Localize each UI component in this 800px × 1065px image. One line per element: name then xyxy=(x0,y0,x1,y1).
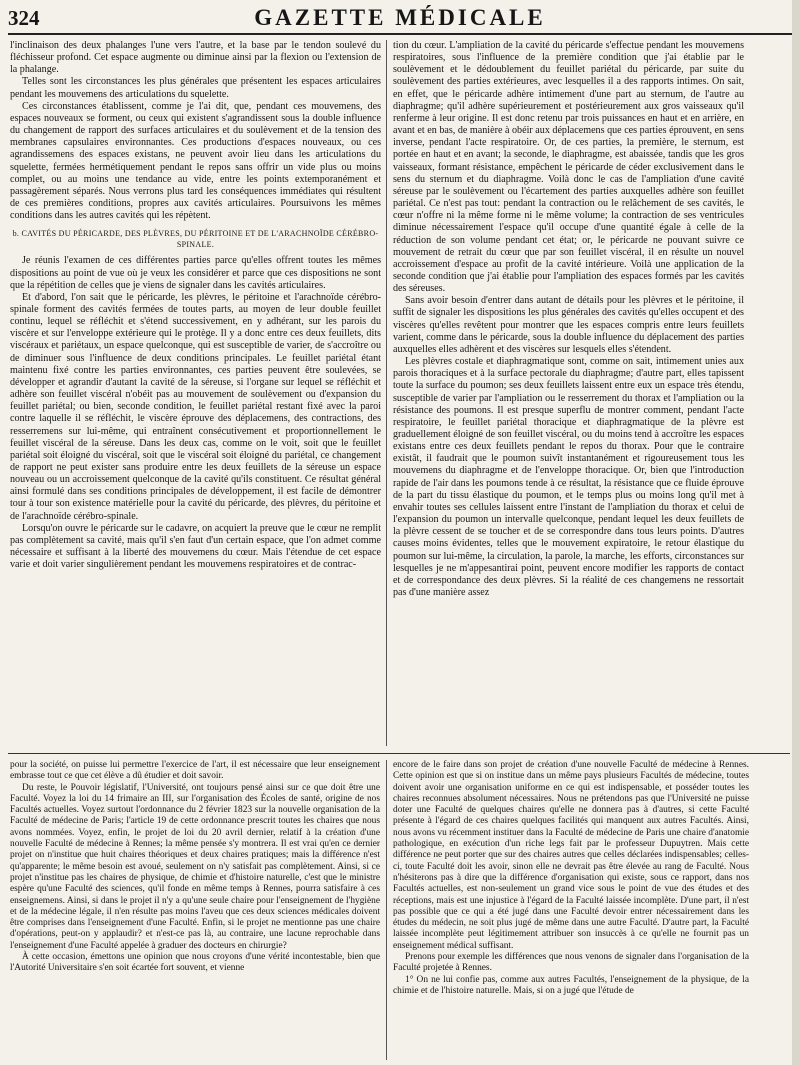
paragraph: Je réunis l'examen de ces différentes parties parce qu'elles offrent toutes les mêmes dispositions au point de vue où je veux les considérer et parce que ces dispositions ne sont que la répétition de celles que je viens de signaler dans les cavités articulaires. xyxy=(10,255,381,291)
paragraph: Sans avoir besoin d'entrer dans autant de détails pour les plèvres et le péritoine, il suffit de signaler les dispositions les plus générales des cavités qu'elles occupent et des viscères qu'elles revêtent pour montrer que les espaces compris entre leurs feuillets varient, comme dans le péricarde, sous la double influence du déplacement des parties auxquelles elles adhèrent et des viscères sur lesquels elles s'étendent. xyxy=(393,295,744,355)
paragraph: encore de le faire dans son projet de création d'une nouvelle Faculté de médecine à Rennes. Cette opinion est que si on institue dans un même pays plusieurs Facultés de médecine, toutes doivent avoir une organisation uniforme en ce qui est indispensable, et posséder toutes les chaires reconnues absolument nécessaires. Nous ne prétendons pas que l'Université ne puisse doter une Faculté de quelques chaires qu'elle ne donnera pas à d'autres, si cette Faculté présente à l'égard de ces chaires quelques facilités qui manquent aux autres Facultés. Ainsi, nous avons vu récemment instituer dans la Faculté de médecine de Paris une chaire d'anatomie pathologique, en exécution d'un riche legs fait par le professeur Dupuytren. Mais cette différence ne peut porter que sur des chaires autres que celles déclarées indispensables; celles-ci, toute Faculté doit les avoir, sinon elle ne devrait pas être élevée au rang de Faculté. Nous n'hésiterons pas à dire que la différence d'organisation qui existe, sous ce rapport, dans nos Facultés actuelles, est non-seulement un grand vice sous le point de vue des études et des réceptions, mais est une injustice à l'égard de la Faculté laissée incomplète. D'une part, il n'est pas possible que ce qui a été jugé dans une Faculté devoir entrer nécessairement dans les études du médecin, ne soit plus jugé de même dans une autre Faculté. D'autre part, la Faculté laissée incomplète peut légitimement attribuer son insuccès à ce qu'elle ne fournit pas un enseignement médical suffisant. xyxy=(393,760,749,951)
paragraph: l'inclinaison des deux phalanges l'une vers l'autre, et la base par le tendon soulevé du fléchisseur profond. Cet espace augmente ou diminue ainsi par la flexion ou l'extension de la phalange. xyxy=(10,40,381,76)
paragraph: Telles sont les circonstances les plus générales que présentent les espaces articulaires pendant les mouvemens des articulations du squelette. xyxy=(10,76,381,100)
page-edge xyxy=(792,0,800,1065)
paragraph: Ces circonstances établissent, comme je l'ai dit, que, pendant ces mouvemens, des espaces nouveaux se forment, ou ceux qui existent s'agrandissent sous la double influence du changement de rapport des surfaces articulaires et du soulèvement et de la tension des membranes capsulaires environnantes. Ces productions d'espaces nouveaux, ou ces agrandissemens des espaces existans, ne peuvent avoir lieu dans les articulations du squelette, fermées hermétiquement pendant le repos sans offrir un vide plus ou moins complet, ou au moins une tendance au vide, entre les points extemporanément et passagèrement séparés. Nous verrons plus tard les conséquences immédiates qui résultent de ces premières conditions, propres aux cavités articulaires. Poursuivons les mêmes conditions dans les autres cavités qui les répètent. xyxy=(10,100,381,222)
header-rule xyxy=(8,33,794,35)
paragraph: Et d'abord, l'on sait que le péricarde, les plèvres, le péritoine et l'arachnoïde cérébro-spinale forment des cavités fermées de toutes parts, au moyen de leur double feuillet continu, lequel se réfléchit et s'étend successivement, en y adhérant, sur les parois du viscère et sur l'enveloppe extérieure qui le protège. Il y a donc entre ces deux feuillets, dits viscéraux et pariétaux, un espace quelconque, qui est susceptible de varier, de s'accroître ou de diminuer sous l'influence de deux conditions principales. Le feuillet pariétal étant maintenu fixé contre les parties environnantes, ces parties peuvent être soulevées, se développer et agrandir d'autant la cavité de la séreuse, si l'organe sur lequel se réfléchit et adhère son feuillet viscéral n'obéit pas au mouvement de soulèvement ou d'expansion du feuillet pariétal; ou bien, seconde condition, le feuillet pariétal restant fixé avec la paroi contre laquelle il se réfléchit, le viscère éprouve des déplacemens, des contractions, des resserremens sur lui-même, qui entraînent consécutivement et proportionnellement le feuillet viscéral de la séreuse. Dans les deux cas, comme on le voit, soit que le feuillet pariétal soit éloigné du viscéral, soit que le viscéral soit éloigné du pariétal, ce changement de rapport ne peut exister sans produire entre les deux feuillets de la séreuse un espace nouveau ou un accroissement quelconque de la cavité qu'ils constituent. Ce résultat général ainsi formulé dans ses conditions principales de développement, il est facile de démontrer tour à tour son existence matérielle pour la cavité du péricarde, des plèvres, du péritoine et de l'arachnoïde cérébro-spinale. xyxy=(10,291,381,522)
page-header xyxy=(0,0,800,36)
section-divider xyxy=(8,753,790,754)
journal-title: GAZETTE MÉDICALE xyxy=(254,5,546,30)
paragraph: Les plèvres costale et diaphragmatique sont, comme on sait, intimement unies aux parois thoraciques et à la surface pectorale du diaphragme; d'autre part, elles tapissent toute la surface du poumon; ses deux feuillets laissent entre eux un espace très étendu, susceptible de varier par l'ampliation ou le resserrement du thorax et l'ampliation ou la résistance des poumons. Il est presque superflu de montrer comment, pendant l'acte respiratoire, le feuillet pariétal thoracique et diaphragmatique de la plèvre est graduellement éloigné de son feuillet viscéral, ou du moins tend à accroître les espaces existans entre ces deux feuillets pendant le repos du thorax. Pour que le contraire existât, il faudrait que le poumon suivît instantanément et rigoureusement tous les mouvemens du diaphragme et de l'enveloppe thoracique. Or, bien que l'introduction rapide de l'air dans les poumons tende à ce résultat, la résistance que ce fluide éprouve de la part du tissu élastique du poumon, et le temps plus ou moins long qu'il met à envahir toutes ses cellules laissent entre l'instant de l'ampliation du thorax et celui de l'expansion du poumon un intervalle quelconque, pendant lequel les deux feuillets de la plèvre cessent de se toucher et de se correspondre dans tous leurs points. D'autres causes moins évidentes, telles que le mouvement expiratoire, le retour élastique du poumon sur lui-même, la circulation, la parole, la marche, les efforts, circonstances sur lesquelles je ne m'appesantirai point, peuvent encore modifier les rapports de contact et de correspondance des deux plèvres. Si la réalité de ces changemens ne ressortait pas d'une manière assez xyxy=(393,356,744,599)
paragraph: pour la société, on puisse lui permettre l'exercice de l'art, il est nécessaire que leur enseignement embrasse tout ce que cet élève a dû étudier et doit savoir. xyxy=(10,760,380,782)
column-divider xyxy=(386,760,387,1060)
paragraph: tion du cœur. L'ampliation de la cavité du péricarde s'effectue pendant les mouvemens respiratoires, sous l'influence de la première condition que j'ai établie par le soulèvement et le dédoublement du feuillet pariétal du péricarde, par suite du soulèvement des parties extérieures, avec lesquelles il a des rapports intimes. On sait, en effet, que le péricarde adhère intimement d'une part au sternum, de l'autre au diaphragme; qu'il adhère supérieurement et postérieurement aux gros vaisseaux qu'il renferme à leur origine. Il est donc retenu par trois puissances en haut et en arrière, en avant et en bas, de manière à obéir aux déplacemens que ces parties éprouvent, en sens inverse, pendant l'acte respiratoire. Or, de ces parties, la première, le sternum, est portée en haut et en avant; la seconde, le diaphragme, est abaissée, tandis que les gros vaisseaux, formant résistance, empêchent le péricarde de céder exclusivement dans le sens du sternum et du diaphragme. Voilà donc le cas de l'ampliation d'une cavité séreuse par le soulèvement ou l'écartement des parties auxquelles adhère son feuillet pariétal. Ce n'est pas tout: pendant la contraction ou le relâchement de ses cavités, le cœur n'offre ni la même forme ni le même volume; la contraction de ses ventricules diminue nécessairement l'espace qu'il occupe d'une quantité égale à celle de la réduction de son volume pendant cet état; or, le péricarde ne pouvant suivre ce mouvement de retrait du cœur que par son feuillet viscéral, il en résulte un nouvel accroissement d'espace au profit de la cavité intérieure. Voilà une application de la seconde condition que j'ai établie pour l'ampliation des espaces formés par les cavités des séreuses. xyxy=(393,40,744,295)
column-bottom-left xyxy=(10,760,380,1060)
column-top-left xyxy=(10,40,381,749)
paragraph: Lorsqu'on ouvre le péricarde sur le cadavre, on acquiert la preuve que le cœur ne remplit pas complètement sa cavité, mais qu'il s'en faut d'un certain espace, que l'on admet comme nécessaire et suffisant à la liberté des mouvemens du cœur. Mais l'étendue de cet espace varie et doit varier singulièrement pendant les mouvemens respiratoires et de contrac- xyxy=(10,522,381,571)
page-number: 324 xyxy=(8,6,40,30)
column-divider xyxy=(386,40,387,746)
paragraph: À cette occasion, émettons une opinion que nous croyons d'une vérité incontestable, bien que l'Autorité Universitaire s'en soit écartée fort souvent, et vienne xyxy=(10,952,380,974)
paragraph: Prenons pour exemple les différences que nous venons de signaler dans l'organisation de la Faculté projetée à Rennes. xyxy=(393,952,749,974)
section-heading: b. CAVITÉS DU PÉRICARDE, DES PLÈVRES, DU PÉRITOINE ET DE L'ARACHNOÏDE CÉRÉBRO-SPINALE. xyxy=(12,229,379,250)
column-top-right xyxy=(393,40,744,749)
paragraph: Du reste, le Pouvoir législatif, l'Université, ont toujours pensé ainsi sur ce que doit être une Faculté. Voyez la loi du 14 frimaire an III, sur l'organisation des Écoles de santé, origine de nos Facultés actuelles. Voyez surtout l'ordonnance du 2 février 1823 sur la nouvelle organisation de la Faculté de médecine de Paris; l'article 19 de cette ordonnance prescrit toutes les chaires que nous avons nommées. Voyez, enfin, le projet de loi du 20 avril dernier, relatif à la création d'une nouvelle Faculté de médecine à Rennes; la même pensée s'y montrera. Il est vrai qu'en ce dernier projet on n'institue que huit chaires théoriques et deux chaires pratiques; mais la différence n'est qu'apparente; le même besoin est avoué, seulement on n'y satisfait pas complètement. Ainsi, si ce projet n'institue pas les chaires de physique, de chimie et d'histoire naturelle, c'est que le ministre espère qu'une Faculté des sciences, qu'il fonde en même temps à Rennes, pourra satisfaire à ces enseignemens. Ainsi, si dans le projet il n'y a qu'une seule chaire pour l'enseignement de l'hygiène et de la médecine légale, il n'en résulte pas moins l'aveu que ces deux sciences médicales doivent être comprises dans l'enseignement d'une Faculté. Enfin, si le projet ne mentionne pas une chaire d'opérations, peut-on y applaudir? et n'est-ce pas là, au contraire, une lacune reprochable dans l'enseignement d'une Faculté appelée à graduer des docteurs en chirurgie? xyxy=(10,782,380,951)
column-bottom-right xyxy=(393,760,749,1060)
paragraph: 1° On ne lui confie pas, comme aux autres Facultés, l'enseignement de la physique, de la chimie et de l'histoire naturelle. Mais, si on a jugé que l'étude de xyxy=(393,974,749,996)
